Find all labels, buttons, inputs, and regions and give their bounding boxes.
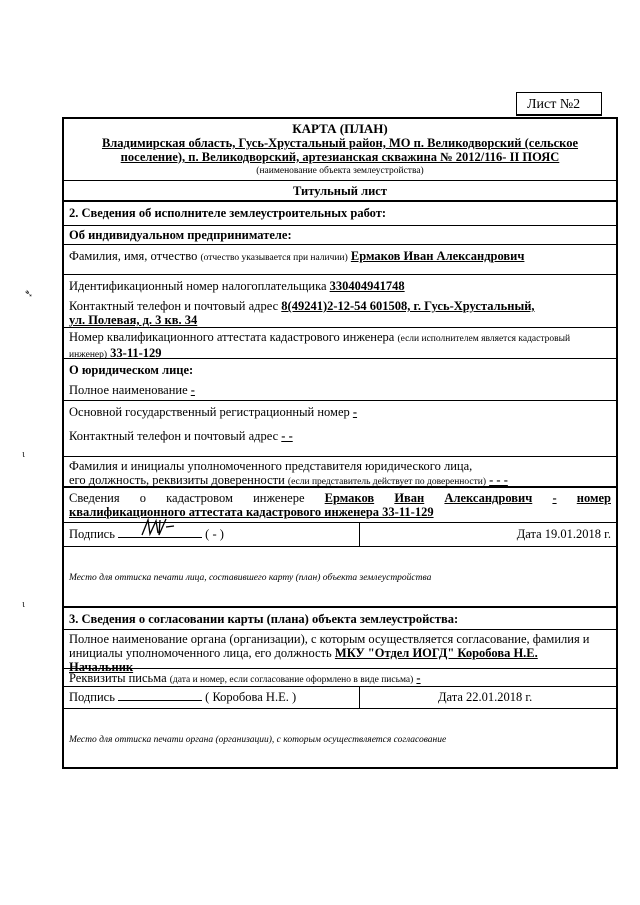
organ-line2-wrap <box>69 646 611 660</box>
object-name-line2: поселение), п. Великодворский, артезианская скважина № 2012/116- II ПОЯС <box>120 150 560 164</box>
sign-name-3: ( Коробова Н.Е. ) <box>205 690 297 704</box>
attestat-row <box>64 328 616 359</box>
margin-mark-2: ɩ <box>22 448 25 460</box>
rep-line2-wrap <box>69 473 611 489</box>
engineer-word: инженере <box>253 491 305 505</box>
organ-position: Начальник <box>69 660 134 674</box>
sign-cell-3 <box>64 687 360 708</box>
ip-heading: Об индивидуальном предпринимателе: <box>64 226 616 245</box>
engineer-word: кадастровом <box>166 491 233 505</box>
engineer-word: Ермаков <box>324 491 375 505</box>
title-sheet-label: Титульный лист <box>64 181 616 202</box>
stamp-place-2: Место для оттиска печати лица, составившего карту (план) объекта землеустройства <box>69 573 432 583</box>
engineer-word: номер <box>576 491 611 505</box>
contact-value-2: ул. Полевая, д. 3 кв. 34 <box>69 313 198 327</box>
ogrn-contact-block <box>64 401 616 457</box>
legal-contact-value: - - <box>281 429 293 443</box>
legal-heading: О юридическом лице: <box>69 363 194 377</box>
date-3: Дата 22.01.2018 г. <box>438 690 533 704</box>
ogrn-value: - <box>352 405 358 419</box>
organ-line1: Полное наименование органа (организации), с которым осуществляется согласование, фамилия и <box>69 632 590 646</box>
inn-contact-block <box>64 275 616 328</box>
legal-contact-line <box>69 429 611 443</box>
contact-line <box>69 299 611 313</box>
sign-cell-2 <box>64 523 360 546</box>
letter-value: - <box>416 671 421 685</box>
engineer-word: - <box>552 491 557 505</box>
letter-note: (дата и номер, если согласование оформлено в виде письма) <box>169 675 414 685</box>
stamp-place-3: Место для оттиска печати органа (организации), с которым осуществляется согласование <box>69 735 447 745</box>
signature-icon <box>140 517 176 539</box>
rep-line1: Фамилия и инициалы уполномоченного представителя юридического лица, <box>69 459 473 473</box>
margin-mark-3: ɩ <box>22 598 25 610</box>
section3-heading: 3. Сведения о согласовании карты (плана) объекта землеустройства: <box>64 608 616 630</box>
organ-value: МКУ "Отдел ИОГД" Коробова Н.Е. <box>334 646 538 660</box>
organ-row <box>64 630 616 674</box>
rep-note: (если представитель действует по доверенности) <box>287 477 486 487</box>
title-block <box>64 119 616 181</box>
contact-label: Контактный телефон и почтовый адрес <box>69 299 279 313</box>
sheet-number: Лист №2 <box>516 92 602 116</box>
fio-label: Фамилия, имя, отчество <box>69 249 198 263</box>
letter-row <box>64 669 616 687</box>
sign-label-2: Подпись <box>69 527 115 541</box>
attestat-label: Номер квалификационного аттестата кадастрового инженера <box>69 330 395 344</box>
attestat-note-2: инженер) <box>69 350 108 360</box>
stamp-place-3-row <box>64 709 616 767</box>
object-name-line1: Владимирская область, Гусь-Хрустальный район, МО п. Великодворский (сельское <box>101 136 579 150</box>
legal-block <box>64 359 616 401</box>
signature-line <box>118 527 202 538</box>
ogrn-line <box>69 405 611 429</box>
engineer-word: Александрович <box>444 491 533 505</box>
signature-line-3 <box>118 690 202 701</box>
representative-row <box>64 457 616 488</box>
engineer-line2: квалификационного аттестата кадастрового инженера 33-11-129 <box>69 505 434 519</box>
contact-value-1: 8(49241)2-12-54 601508, г. Гусь-Хрустальный, <box>281 299 535 313</box>
full-name-value: - <box>190 383 195 397</box>
inn-value: 330404941748 <box>329 279 405 293</box>
ogrn-label: Основной государственный регистрационный номер <box>69 405 350 419</box>
rep-value: - - - <box>489 473 508 487</box>
full-name-line <box>69 383 611 397</box>
attestat-note: (если исполнителем является кадастровый <box>397 334 571 344</box>
engineer-line1 <box>69 491 611 505</box>
engineer-word: о <box>139 491 146 505</box>
fio-value: Ермаков Иван Александрович <box>350 249 525 263</box>
fio-row <box>64 245 616 275</box>
section2-heading: 2. Сведения об исполнителе землеустроительных работ: <box>64 202 616 226</box>
letter-label: Реквизиты письма <box>69 671 167 685</box>
sign-row-3 <box>64 687 616 709</box>
sign-name-2: ( - ) <box>205 527 224 541</box>
inn-line <box>69 279 611 299</box>
rep-line2: его должность, реквизиты доверенности <box>69 473 285 487</box>
form <box>62 117 618 769</box>
object-name-caption: (наименование объекта землеустройства) <box>256 166 424 176</box>
sign-row-2 <box>64 523 616 547</box>
stamp-place-2-row <box>64 547 616 608</box>
date-2: Дата 19.01.2018 г. <box>516 527 611 541</box>
margin-mark-1: ➴ <box>24 288 34 300</box>
attestat-value: 33-11-129 <box>110 346 162 360</box>
fio-note: (отчество указывается при наличии) <box>200 253 348 263</box>
engineer-word: Сведения <box>69 491 120 505</box>
engineer-word: Иван <box>394 491 425 505</box>
legal-contact-label: Контактный телефон и почтовый адрес <box>69 429 279 443</box>
full-name-label: Полное наименование <box>69 383 188 397</box>
document-title: КАРТА (ПЛАН) <box>292 121 388 136</box>
sign-label-3: Подпись <box>69 690 115 704</box>
inn-label: Идентификационный номер налогоплательщика <box>69 279 327 293</box>
organ-line2: инициалы уполномоченного лица, его должность <box>69 646 332 660</box>
